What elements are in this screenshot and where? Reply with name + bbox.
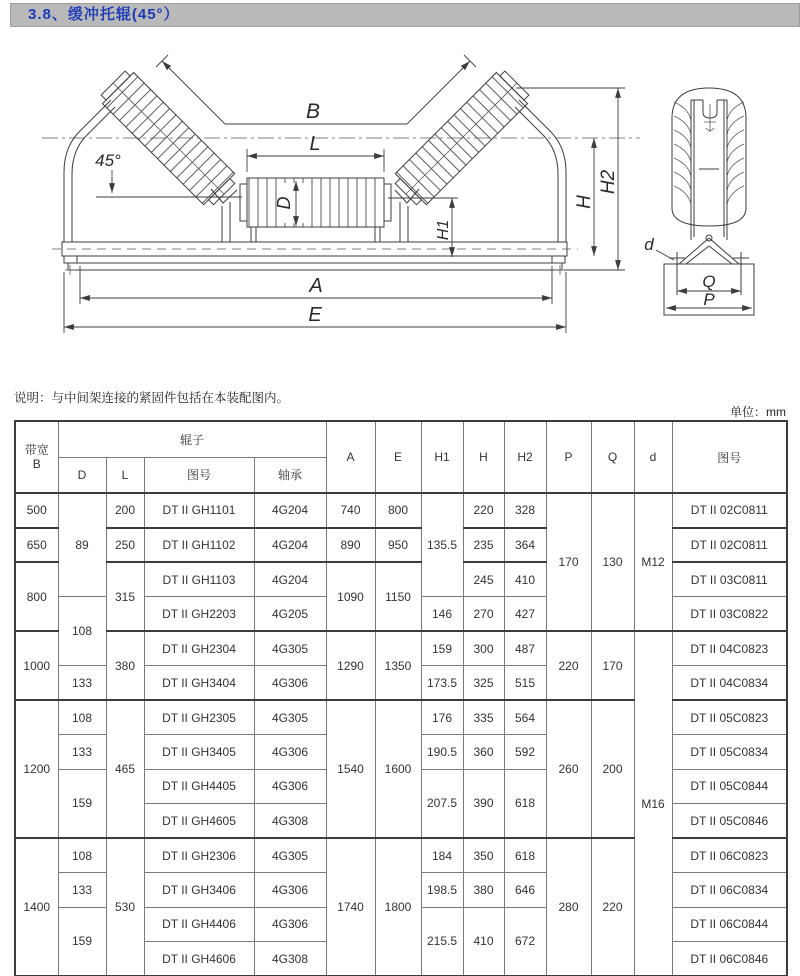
cell-h2: 487 [504, 631, 546, 666]
col-header-roller-l: L [106, 457, 144, 493]
spec-table [14, 420, 788, 976]
cell-roller-l: 200 [106, 493, 144, 528]
cell-a: 1740 [326, 838, 375, 976]
cell-h: 380 [463, 873, 504, 908]
cell-roller-d: 133 [58, 666, 106, 701]
cell-h: 325 [463, 666, 504, 701]
col-header-e: E [375, 421, 421, 493]
dim-label-p: P [703, 290, 715, 309]
cell-roller-no: DT II GH2304 [144, 631, 254, 666]
cell-h2: 427 [504, 597, 546, 632]
cell-e: 800 [375, 493, 421, 528]
cell-q: 200 [591, 700, 634, 838]
cell-bearing: 4G306 [254, 735, 326, 770]
dim-label-h1: H1 [435, 219, 452, 241]
cell-bandwidth: 1400 [15, 838, 58, 976]
cell-h: 235 [463, 528, 504, 563]
cell-q: 220 [591, 838, 634, 976]
cell-bolt: M16 [634, 631, 672, 976]
cell-bandwidth: 500 [15, 493, 58, 528]
cell-p: 260 [546, 700, 591, 838]
cell-roller-no: DT II GH4605 [144, 804, 254, 839]
cell-roller-no: DT II GH1101 [144, 493, 254, 528]
table-row [15, 631, 787, 666]
col-header-d-bolt: d [634, 421, 672, 493]
table-row [15, 700, 787, 735]
cell-q: 170 [591, 631, 634, 700]
table-row [15, 493, 787, 528]
cell-h: 245 [463, 562, 504, 597]
dim-label-l: L [309, 133, 321, 155]
cell-h1: 190.5 [421, 735, 463, 770]
page-title: 3.8、缓冲托辊(45°） [28, 6, 180, 23]
dim-label-d: D [274, 196, 294, 210]
roller-left [98, 68, 240, 210]
col-header-bandwidth [15, 421, 58, 493]
cell-e: 1600 [375, 700, 421, 838]
col-header-h1: H1 [421, 421, 463, 493]
cell-assembly-no: DT II 06C0844 [672, 907, 787, 942]
cell-roller-no: DT II GH2306 [144, 838, 254, 873]
cell-bearing: 4G204 [254, 528, 326, 563]
cell-h1: 173.5 [421, 666, 463, 701]
section-header-bar [10, 3, 800, 27]
col-header-h2: H2 [504, 421, 546, 493]
cell-roller-no: DT II GH2305 [144, 700, 254, 735]
cell-q: 130 [591, 493, 634, 631]
cell-bearing: 4G204 [254, 493, 326, 528]
table-row [15, 528, 787, 563]
cell-bolt: M12 [634, 493, 672, 631]
cell-a: 1290 [326, 631, 375, 700]
dim-label-b: B [305, 100, 321, 123]
cell-h1: 135.5 [421, 493, 463, 597]
cell-h: 350 [463, 838, 504, 873]
cell-h2: 592 [504, 735, 546, 770]
cell-assembly-no: DT II 06C0846 [672, 942, 787, 976]
cell-bearing: 4G305 [254, 838, 326, 873]
cell-bearing: 4G205 [254, 597, 326, 632]
cell-roller-l: 315 [106, 562, 144, 631]
col-header-a: A [326, 421, 375, 493]
cell-h1: 215.5 [421, 907, 463, 976]
unit-label: 单位：mm [730, 405, 786, 419]
table-row [15, 562, 787, 597]
cell-h: 300 [463, 631, 504, 666]
cell-roller-d: 133 [58, 873, 106, 908]
cell-assembly-no: DT II 06C0834 [672, 873, 787, 908]
cell-roller-d: 108 [58, 700, 106, 735]
cell-h2: 672 [504, 907, 546, 976]
cell-h: 360 [463, 735, 504, 770]
cell-roller-no: DT II GH4406 [144, 907, 254, 942]
roller-end-profile [672, 88, 746, 226]
cell-h2: 618 [504, 769, 546, 838]
angle-label: 45° [95, 151, 121, 170]
technical-drawing [0, 40, 800, 380]
cell-bearing: 4G308 [254, 942, 326, 976]
cell-h: 335 [463, 700, 504, 735]
cell-p: 220 [546, 631, 591, 700]
col-header-p: P [546, 421, 591, 493]
cell-h2: 410 [504, 562, 546, 597]
roller-right [390, 68, 532, 210]
cell-h2: 564 [504, 700, 546, 735]
cell-assembly-no: DT II 02C0811 [672, 493, 787, 528]
cell-bandwidth: 800 [15, 562, 58, 631]
cell-bandwidth: 1200 [15, 700, 58, 838]
cell-a: 1090 [326, 562, 375, 631]
cell-bandwidth: 650 [15, 528, 58, 563]
dim-label-e: E [308, 304, 322, 326]
cell-h2: 618 [504, 838, 546, 873]
col-header-h: H [463, 421, 504, 493]
cell-assembly-no: DT II 03C0822 [672, 597, 787, 632]
cell-bearing: 4G204 [254, 562, 326, 597]
note-text: 说明：与中间架连接的紧固件包括在本装配图内。 [14, 391, 290, 405]
cell-assembly-no: DT II 05C0846 [672, 804, 787, 839]
cell-roller-no: DT II GH3406 [144, 873, 254, 908]
col-header-roller-no: 图号 [144, 457, 254, 493]
cell-e: 950 [375, 528, 421, 563]
cell-roller-d: 159 [58, 907, 106, 976]
col-header-bandwidth-b: B [32, 457, 41, 471]
cell-assembly-no: DT II 05C0823 [672, 700, 787, 735]
cell-bearing: 4G308 [254, 804, 326, 839]
cell-a: 740 [326, 493, 375, 528]
col-header-roller-group: 辊子 [58, 421, 326, 457]
side-view [644, 88, 754, 315]
cell-bearing: 4G306 [254, 907, 326, 942]
cell-roller-no: DT II GH1103 [144, 562, 254, 597]
cell-h2: 515 [504, 666, 546, 701]
cell-roller-d: 159 [58, 769, 106, 838]
base-foot-right [552, 256, 565, 263]
base-foot-left [64, 256, 77, 263]
cell-roller-no: DT II GH4405 [144, 769, 254, 804]
cell-roller-d: 108 [58, 838, 106, 873]
cell-h: 270 [463, 597, 504, 632]
col-header-roller-d: D [58, 457, 106, 493]
cell-roller-d: 133 [58, 735, 106, 770]
cell-h2: 364 [504, 528, 546, 563]
cell-h: 410 [463, 907, 504, 976]
col-header-q: Q [591, 421, 634, 493]
cell-roller-l: 465 [106, 700, 144, 838]
col-header-bandwidth-cn: 带宽 [24, 443, 49, 457]
cell-roller-no: DT II GH3405 [144, 735, 254, 770]
cell-bearing: 4G306 [254, 769, 326, 804]
bracket-left [64, 100, 111, 242]
cell-p: 170 [546, 493, 591, 631]
cell-bearing: 4G306 [254, 873, 326, 908]
cell-p: 280 [546, 838, 591, 976]
cell-bearing: 4G305 [254, 631, 326, 666]
cell-h1: 207.5 [421, 769, 463, 838]
col-header-bearing: 轴承 [254, 457, 326, 493]
cell-assembly-no: DT II 04C0834 [672, 666, 787, 701]
cell-h: 220 [463, 493, 504, 528]
cell-assembly-no: DT II 03C0811 [672, 562, 787, 597]
cell-assembly-no: DT II 02C0811 [672, 528, 787, 563]
table-row [15, 838, 787, 873]
cell-h1: 146 [421, 597, 463, 632]
dim-label-a: A [309, 275, 323, 297]
front-view [42, 55, 640, 333]
cell-roller-no: DT II GH1102 [144, 528, 254, 563]
cell-roller-l: 380 [106, 631, 144, 700]
cell-roller-d: 89 [58, 493, 106, 597]
cell-e: 1350 [375, 631, 421, 700]
cell-h1: 184 [421, 838, 463, 873]
cell-assembly-no: DT II 05C0844 [672, 769, 787, 804]
cell-a: 1540 [326, 700, 375, 838]
base-plate [68, 263, 562, 270]
cell-h: 390 [463, 769, 504, 838]
col-header-assembly-no: 图号 [672, 421, 787, 493]
cell-roller-no: DT II GH4606 [144, 942, 254, 976]
v-bracket [679, 238, 739, 264]
dim-label-h: H [574, 195, 595, 209]
cell-bandwidth: 1000 [15, 631, 58, 700]
cell-e: 1150 [375, 562, 421, 631]
dim-label-bolt-d: d [644, 235, 654, 254]
dim-label-h2: H2 [598, 169, 619, 195]
cell-bearing: 4G305 [254, 700, 326, 735]
cell-h1: 176 [421, 700, 463, 735]
bracket-right [519, 100, 566, 242]
cell-roller-no: DT II GH2203 [144, 597, 254, 632]
cell-roller-l: 530 [106, 838, 144, 976]
cell-h1: 198.5 [421, 873, 463, 908]
cell-h2: 328 [504, 493, 546, 528]
cell-assembly-no: DT II 06C0823 [672, 838, 787, 873]
cell-a: 890 [326, 528, 375, 563]
cell-roller-no: DT II GH3404 [144, 666, 254, 701]
cell-e: 1800 [375, 838, 421, 976]
cell-roller-d: 108 [58, 597, 106, 666]
dim-label-q: Q [702, 272, 716, 291]
cell-assembly-no: DT II 05C0834 [672, 735, 787, 770]
cell-bearing: 4G306 [254, 666, 326, 701]
cell-assembly-no: DT II 04C0823 [672, 631, 787, 666]
cell-roller-l: 250 [106, 528, 144, 563]
cell-h2: 646 [504, 873, 546, 908]
cell-h1: 159 [421, 631, 463, 666]
roller-center [247, 178, 384, 227]
